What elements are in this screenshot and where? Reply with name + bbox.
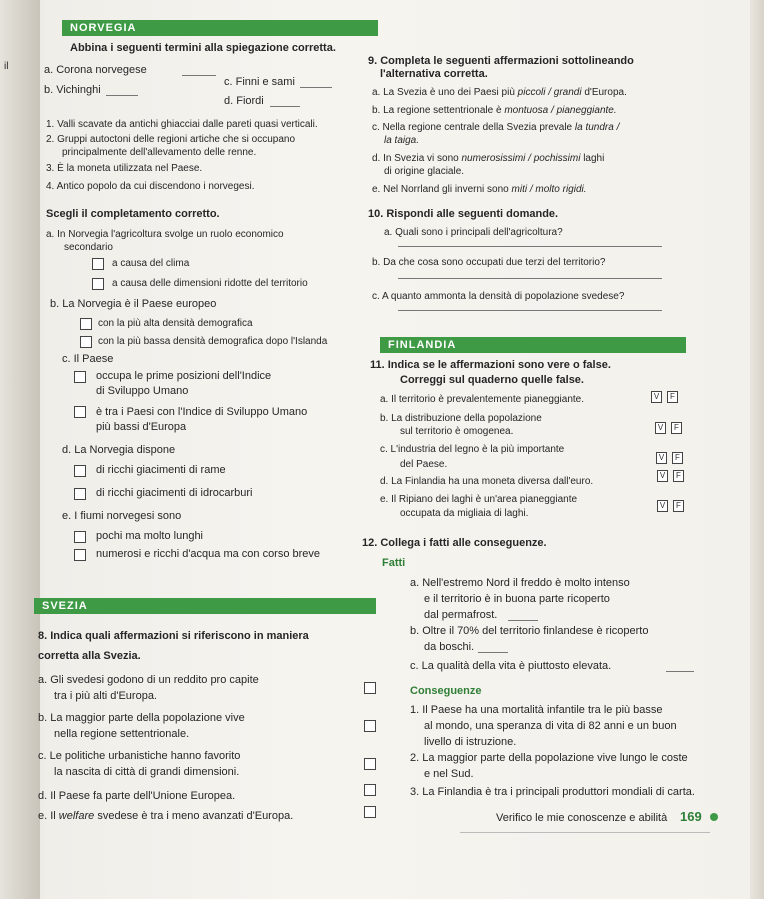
q10-title: 10. Rispondi alle seguenti domande. [368, 208, 559, 220]
q12-consequence-2a: 2. La maggior parte della popolazione vive lungo le coste [410, 752, 688, 764]
q7-a-stem-2: secondario [64, 242, 113, 253]
q9-c-line-2: la taiga. [384, 135, 420, 146]
q9-e: e. Nel Norrland gli inverni sono miti / molto rigidi. [372, 184, 587, 195]
page-edge [750, 0, 764, 899]
book-spine [0, 0, 40, 899]
q11-c-false-box[interactable]: F [672, 452, 683, 464]
q11-title: 11. Indica se le affermazioni sono vere o false. [370, 359, 611, 371]
q8-a-line-2: tra i più alti d'Europa. [54, 690, 157, 702]
q7-b-option-2-checkbox[interactable] [80, 336, 92, 348]
q8-title-2: corretta alla Svezia. [38, 650, 141, 662]
q8-c-checkbox[interactable] [364, 758, 376, 770]
q11-d: d. La Finlandia ha una moneta diversa dall'euro. [380, 476, 594, 487]
q12-fact-a-line-3: dal permafrost. [424, 609, 498, 621]
q9-c-line-1: c. Nella regione centrale della Svezia prevale la tundra / [372, 122, 620, 133]
q11-a: a. Il territorio è prevalentemente pianeggiante. [380, 394, 585, 405]
q7-a-option-2: a causa delle dimensioni ridotte del territorio [112, 278, 308, 289]
q12-conseguenze-label: Conseguenze [410, 685, 482, 697]
margin-mark: il [4, 61, 9, 72]
q12-fact-b-line-2: da boschi. [424, 641, 475, 653]
q12-fact-a-line-2: e il territorio è in buona parte ricoperto [424, 593, 610, 605]
q11-e-false-box[interactable]: F [673, 500, 684, 512]
q10-a: a. Quali sono i principali dell'agricoltura? [384, 227, 563, 238]
q11-d-true-box[interactable]: V [657, 470, 668, 482]
q11-e-true-box[interactable]: V [657, 500, 668, 512]
q9-d-line-2: di origine glaciale. [384, 166, 465, 177]
q8-e: e. Il welfare svedese è tra i meno avanzati d'Europa. [38, 810, 294, 822]
q7-e-option-1: pochi ma molto lunghi [96, 530, 204, 542]
q6-def-1: 1. Valli scavate da antichi ghiacciai dalle pareti quasi verticali. [46, 119, 318, 130]
q7-a-stem-1: a. In Norvegia l'agricoltura svolge un ruolo economico [46, 229, 284, 240]
q11-b-false-box[interactable]: F [671, 422, 682, 434]
q8-d: d. Il Paese fa parte dell'Unione Europea. [38, 790, 236, 802]
q12-consequence-3: 3. La Finlandia è tra i principali produttori mondiali di carta. [410, 786, 695, 798]
q11-a-true-box[interactable]: V [651, 391, 662, 403]
q12-consequence-1b: al mondo, una speranza di vita di 82 anni e un buon [424, 720, 677, 732]
q9-title-2: l'alternativa corretta. [380, 68, 488, 80]
q8-title-1: 8. Indica quali affermazioni si riferiscono in maniera [38, 630, 309, 642]
q11-title-2: Correggi sul quaderno quelle false. [400, 374, 584, 386]
section-banner-finlandia: FINLANDIA [380, 337, 686, 353]
q12-consequence-1c: livello di istruzione. [424, 736, 517, 748]
q12-fact-b-answer[interactable] [478, 652, 508, 653]
q11-c-line-2: del Paese. [400, 459, 448, 470]
q12-title: 12. Collega i fatti alle conseguenze. [362, 537, 547, 549]
q7-b-option-1-checkbox[interactable] [80, 318, 92, 330]
q7-d-stem: d. La Norvegia dispone [62, 444, 176, 456]
q7-c-option-2a: è tra i Paesi con l'Indice di Sviluppo Umano [96, 406, 308, 418]
q6-def-4: 4. Antico popolo da cui discendono i norvegesi. [46, 181, 255, 192]
q11-d-false-box[interactable]: F [673, 470, 684, 482]
q10-b-answer-line[interactable] [398, 278, 662, 279]
q10-c: c. A quanto ammonta la densità di popolazione svedese? [372, 291, 625, 302]
q8-c-line-2: la nascita di città di grandi dimensioni. [54, 766, 240, 778]
q7-c-option-2b: più bassi d'Europa [96, 421, 187, 433]
q10-c-answer-line[interactable] [398, 310, 662, 311]
q11-e-line-2: occupata da migliaia di laghi. [400, 508, 529, 519]
q12-fact-a-line-1: a. Nell'estremo Nord il freddo è molto intenso [410, 577, 630, 589]
q7-e-option-2-checkbox[interactable] [74, 549, 86, 561]
q7-b-option-1: con la più alta densità demografica [98, 318, 253, 329]
q6-def-2b: principalmente dell'allevamento delle renne. [62, 147, 257, 158]
q6-title: Abbina i seguenti termini alla spiegazione corretta. [70, 42, 336, 54]
q12-consequence-1a: 1. Il Paese ha una mortalità infantile tra le più basse [410, 704, 663, 716]
q8-d-checkbox[interactable] [364, 784, 376, 796]
q7-d-option-2-checkbox[interactable] [74, 488, 86, 500]
q11-b-line-2: sul territorio è omogenea. [400, 426, 514, 437]
footer-rule [460, 832, 710, 833]
q7-c-option-1-checkbox[interactable] [74, 371, 86, 383]
q7-a-option-2-checkbox[interactable] [92, 278, 104, 290]
q6-term-a: a. Corona norvegese [44, 64, 147, 76]
q7-a-option-1: a causa del clima [112, 258, 190, 269]
q8-b-checkbox[interactable] [364, 720, 376, 732]
q12-fact-c: c. La qualità della vita è piuttosto elevata. [410, 660, 612, 672]
q7-d-option-1-checkbox[interactable] [74, 465, 86, 477]
q8-a-line-1: a. Gli svedesi godono di un reddito pro capite [38, 674, 259, 686]
section-banner-svezia: SVEZIA [34, 598, 376, 614]
q10-b: b. Da che cosa sono occupati due terzi del territorio? [372, 257, 606, 268]
q6-answer-a[interactable] [182, 75, 216, 76]
q6-def-3: 3. È la moneta utilizzata nel Paese. [46, 163, 203, 174]
q9-b: b. La regione settentrionale è montuosa / pianeggiante. [372, 105, 617, 116]
q11-c-line-1: c. L'industria del legno è la più importante [380, 444, 565, 455]
q6-term-c: c. Finni e sami [224, 76, 295, 88]
q12-fact-b-line-1: b. Oltre il 70% del territorio finlandese è ricoperto [410, 625, 649, 637]
q7-d-option-1: di ricchi giacimenti di rame [96, 464, 226, 476]
q7-c-option-2-checkbox[interactable] [74, 406, 86, 418]
q12-fact-c-answer[interactable] [666, 671, 694, 672]
q6-term-d: d. Fiordi [224, 95, 264, 107]
q7-b-stem: b. La Norvegia è il Paese europeo [50, 298, 217, 310]
q11-e-line-1: e. Il Ripiano dei laghi è un'area pianeggiante [380, 494, 578, 505]
q9-d-line-1: d. In Svezia vi sono numerosissimi / pochissimi laghi [372, 153, 605, 164]
q8-c-line-1: c. Le politiche urbanistiche hanno favorito [38, 750, 241, 762]
q6-term-b: b. Vichinghi [44, 84, 101, 96]
q7-c-option-1a: occupa le prime posizioni dell'Indice [96, 370, 272, 382]
q8-b-line-2: nella regione settentrionale. [54, 728, 190, 740]
q11-b-true-box[interactable]: V [655, 422, 666, 434]
q6-def-2a: 2. Gruppi autoctoni delle regioni artiche che si occupano [46, 134, 296, 145]
q7-e-stem: e. I fiumi norvegesi sono [62, 510, 182, 522]
footer-verifico: Verifico le mie conoscenze e abilità [496, 812, 668, 824]
q12-consequence-2b: e nel Sud. [424, 768, 474, 780]
q7-c-option-1b: di Sviluppo Umano [96, 385, 189, 397]
q9-title-1: 9. Completa le seguenti affermazioni sottolineando [368, 55, 634, 67]
q11-a-false-box[interactable]: F [667, 391, 678, 403]
q11-b-line-1: b. La distribuzione della popolazione [380, 413, 542, 424]
q7-b-option-2: con la più bassa densità demografica dopo l'Islanda [98, 336, 328, 347]
section-banner-norvegia: NORVEGIA [62, 20, 378, 36]
q8-e-checkbox[interactable] [364, 806, 376, 818]
q12-fact-a-answer[interactable] [508, 620, 538, 621]
q7-d-option-2: di ricchi giacimenti di idrocarburi [96, 487, 253, 499]
q8-a-checkbox[interactable] [364, 682, 376, 694]
q11-c-true-box[interactable]: V [656, 452, 667, 464]
q10-a-answer-line[interactable] [398, 246, 662, 247]
page-dot-icon [710, 813, 718, 821]
q12-fatti-label: Fatti [382, 557, 406, 569]
page-number: 169 [680, 809, 702, 824]
q7-c-stem: c. Il Paese [62, 353, 114, 365]
q7-a-option-1-checkbox[interactable] [92, 258, 104, 270]
q6-answer-b[interactable] [106, 95, 138, 96]
q8-b-line-1: b. La maggior parte della popolazione vive [38, 712, 245, 724]
q7-title: Scegli il completamento corretto. [46, 208, 220, 220]
q7-e-option-1-checkbox[interactable] [74, 531, 86, 543]
q7-e-option-2: numerosi e ricchi d'acqua ma con corso breve [96, 548, 321, 560]
q6-answer-d[interactable] [270, 106, 300, 107]
q9-a: a. La Svezia è uno dei Paesi più piccoli / grandi d'Europa. [372, 87, 627, 98]
q6-answer-c[interactable] [300, 87, 332, 88]
